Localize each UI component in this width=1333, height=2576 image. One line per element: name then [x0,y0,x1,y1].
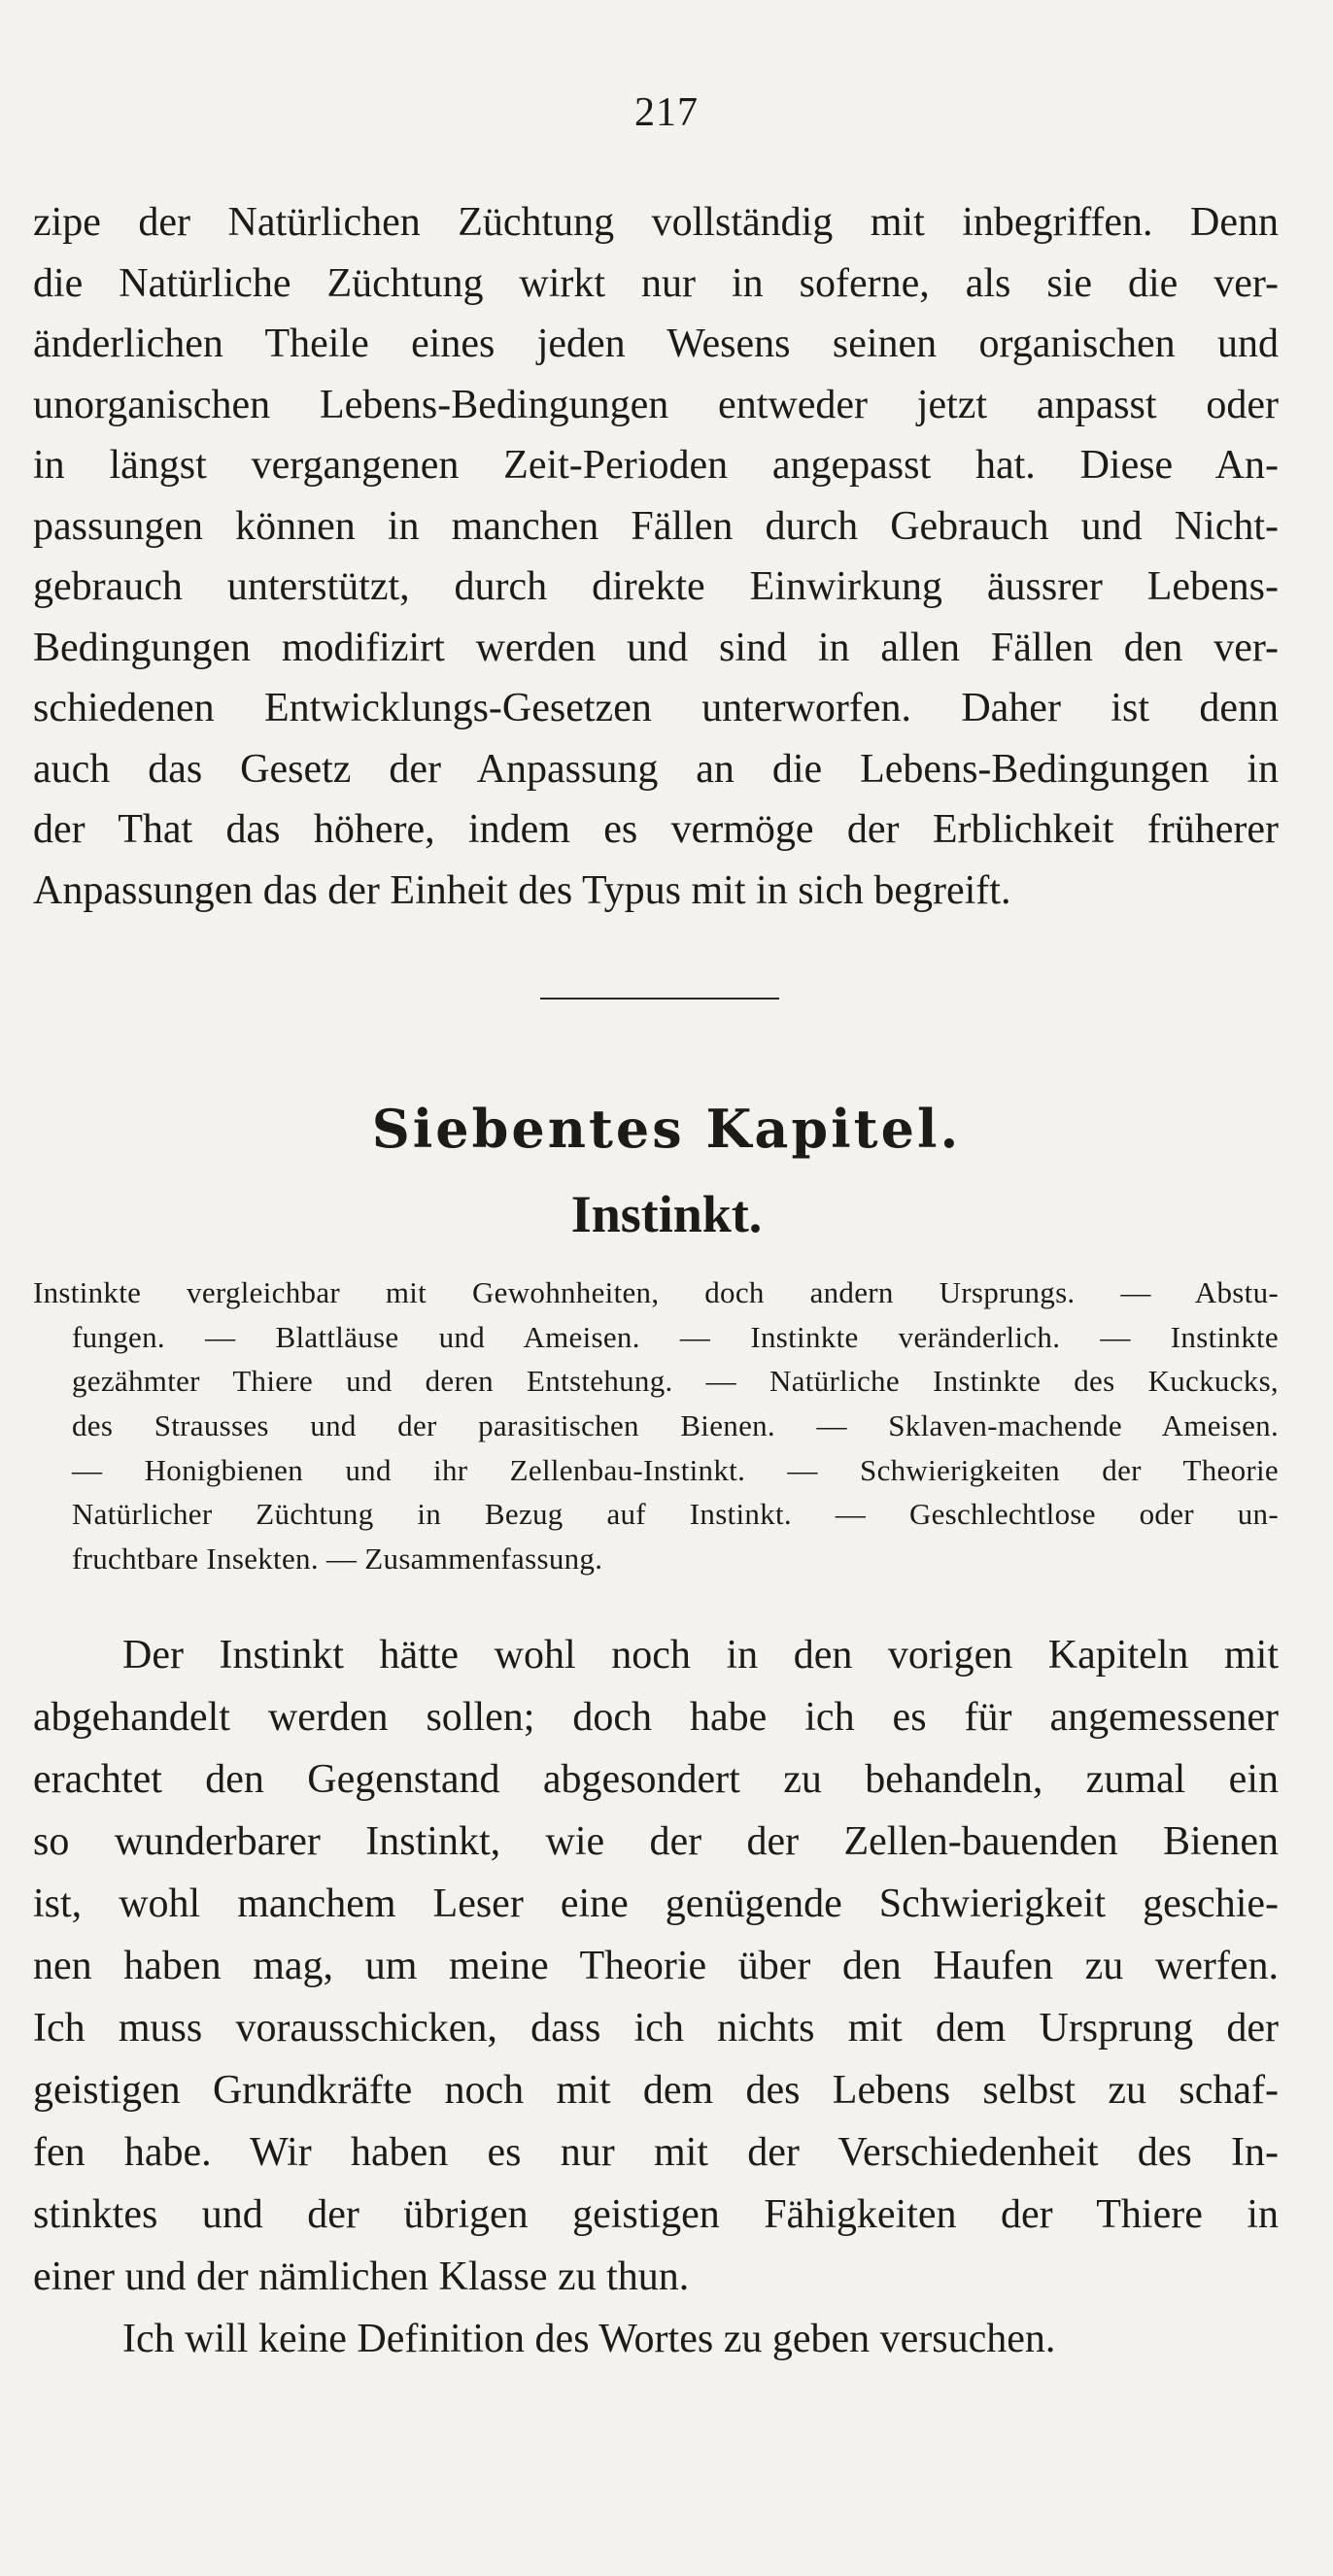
text-line: stinktes und der übrigen geistigen Fähigkeiten der Thiere in [33,2192,1279,2237]
text-line: schiedenen Entwicklungs-Gesetzen unterworfen. Daher ist denn [33,686,1279,730]
text-line: Bedingungen modifizirt werden und sind in allen Fällen den ver- [33,625,1279,670]
text-line: zipe der Natürlichen Züchtung vollständig mit inbegriffen. Denn [33,200,1279,245]
chapter-summary [33,1271,1279,1581]
text-line: änderlichen Theile eines jeden Wesens seinen organischen und [33,322,1279,366]
summary-line: des Strausses und der parasitischen Bienen. — Sklaven-machende Ameisen. [72,1408,1279,1443]
continued-paragraph [33,192,1279,921]
summary-line: gezähmter Thiere und deren Entstehung. — Natürliche Instinkte des Kuckucks, [72,1364,1279,1399]
section-divider [540,998,779,1000]
summary-line: — Honigbienen und ihr Zellenbau-Instinkt. — Schwierigkeiten der Theorie [72,1452,1279,1487]
text-line: abgehandelt werden sollen; doch habe ich es für angemessener [33,1695,1279,1740]
text-line: unorganischen Lebens-Bedingungen entweder jetzt anpasst oder [33,382,1279,427]
text-line: Anpassungen das der Einheit des Typus mit in sich begreift. [33,867,1011,913]
summary-line: Natürlicher Züchtung in Bezug auf Instinkt. — Geschlechtlose oder un- [72,1497,1279,1532]
text-line: nen haben mag, um meine Theorie über den Haufen zu werfen. [33,1944,1279,1988]
summary-line: fruchtbare Insekten. — Zusammenfassung. [72,1542,603,1576]
text-line: Ich will keine Definition des Wortes zu geben versuchen. [122,2317,1056,2361]
text-line: die Natürliche Züchtung wirkt nur in soferne, als sie die ver- [33,260,1279,306]
text-line: Ich muss vorausschicken, dass ich nichts mit dem Ursprung der [33,2006,1279,2051]
chapter-heading: Siebentes Kapitel. [371,1098,962,1160]
text-line: fen habe. Wir haben es nur mit der Verschiedenheit des In- [33,2130,1279,2175]
summary-line: fungen. — Blattläuse und Ameisen. — Instinkte veränderlich. — Instinkte [72,1319,1279,1354]
text-line: so wunderbarer Instinkt, wie der der Zellen-bauenden Bienen [33,1819,1279,1864]
text-line: passungen können in manchen Fällen durch Gebrauch und Nicht- [33,503,1279,549]
text-line: ist, wohl manchem Leser eine genügende Schwierigkeit geschie- [33,1881,1279,1926]
text-line: der That das höhere, indem es vermöge der Erblichkeit früherer [33,807,1279,852]
text-line: geistigen Grundkräfte noch mit dem des Lebens selbst zu schaf- [33,2068,1279,2113]
text-line: Der Instinkt hätte wohl noch in den vorigen Kapiteln mit [122,1633,1279,1678]
summary-line: Instinkte vergleichbar mit Gewohnheiten, doch andern Ursprungs. — Abstu- [33,1275,1279,1309]
page-number: 217 [634,90,699,135]
text-line: auch das Gesetz der Anpassung an die Lebens-Bedingungen in [33,746,1279,792]
text-line: erachtet den Gegenstand abgesondert zu behandeln, zumal ein [33,1757,1279,1802]
text-line: gebrauch unterstützt, durch direkte Einwirkung äussrer Lebens- [33,564,1279,609]
text-line: in längst vergangenen Zeit-Perioden angepasst hat. Diese An- [33,443,1279,488]
chapter-title: Instinkt. [570,1185,763,1243]
body-paragraph [33,1624,1279,2370]
text-line: einer und der nämlichen Klasse zu thun. [33,2254,690,2299]
